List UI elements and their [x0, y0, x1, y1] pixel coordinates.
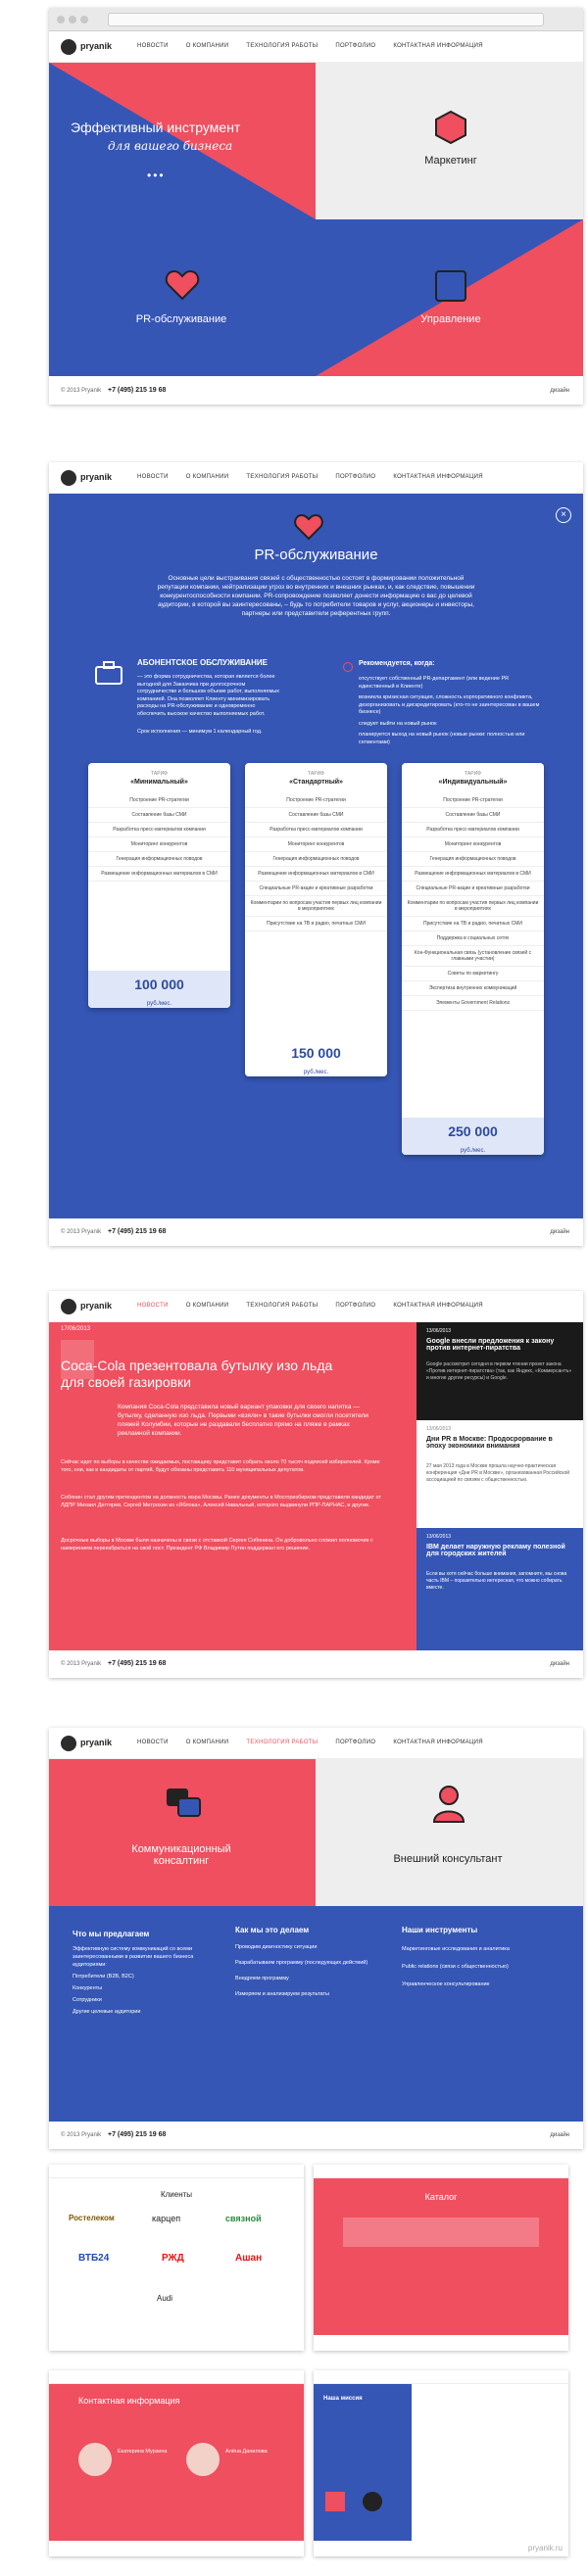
footer-developer[interactable]: дизайн	[550, 388, 569, 394]
contacts-panel	[49, 2384, 304, 2541]
footer-developer[interactable]: дизайн	[550, 2132, 569, 2138]
contacts-title: Контактная информация	[78, 2396, 180, 2406]
sidebar-news-title: Дни PR в Москве: Продосрорвание в эпоху экономики внимания	[426, 1436, 553, 1450]
plan-price-unit: руб./мес.	[146, 1001, 172, 1007]
sidebar-news-date: 13/06/2013	[426, 1328, 452, 1334]
article-paragraph: Собянин стал другим претендентом на должность мэра Москвы. Ранее документы в Мосгоризбирком представили кандидат от ЛДПР Михаил Дегтярев, Сергей Митрохин из «Яблока», Алексей Навальный, которого выдвинули РПР-ПАРНАС, и другие.	[61, 1495, 381, 1508]
client-logo: карцеп	[152, 2214, 181, 2223]
catalog-title: Каталог	[424, 2192, 458, 2202]
logo-icon[interactable]	[61, 470, 76, 486]
logo-text[interactable]: pryanik	[80, 41, 113, 51]
plan-feature: Поддержка в социальных сетях	[402, 931, 544, 946]
plan-price-value: 250 000	[448, 1123, 498, 1139]
nav-item-news[interactable]: НОВОСТИ	[137, 1740, 169, 1745]
client-logo: связной	[225, 2214, 262, 2223]
nav-item-news[interactable]: НОВОСТИ	[137, 43, 169, 49]
plan-feature: Размещение информационных материалов в СМИ	[402, 867, 544, 882]
nav-item-news[interactable]: НОВОСТИ	[137, 1303, 169, 1309]
sidebar-news-text: 27 мая 2013 года в Москве прошла научно-практическая конференция «Дни PR в Москве», организованная Российской ассоциацией по связям с общественностью.	[426, 1463, 570, 1483]
plan-tag: ТАРИФ	[465, 771, 481, 777]
footer	[49, 377, 583, 405]
hexagon-icon	[433, 110, 468, 145]
how-item: Проводим диагностику ситуации	[235, 1944, 318, 1950]
watermark: pryanik.ru	[527, 2544, 563, 2552]
nav-list	[137, 43, 483, 49]
pr-title: PR-обслуживание	[254, 547, 378, 563]
footer-phone[interactable]: +7 (495) 215 19 68	[108, 1660, 167, 1667]
nav-item-news[interactable]: НОВОСТИ	[137, 474, 169, 480]
tile-consultant[interactable]	[316, 1759, 583, 1906]
plan-card-standard[interactable]	[245, 763, 387, 1076]
tile-consulting-label: Коммуникационный консалтинг	[131, 1843, 231, 1867]
plan-feature: Специальные PR-акции и креативные разработки	[402, 882, 544, 896]
article-date: 17/06/2013	[61, 1326, 91, 1332]
news-sidebar	[416, 1322, 583, 1650]
check-icon	[343, 662, 353, 672]
plan-feature: Разработка пресс-материалов компании	[88, 823, 230, 837]
nav-item-contacts[interactable]: КОНТАКТНАЯ ИНФОРМАЦИЯ	[393, 1740, 483, 1745]
logo-text[interactable]: pryanik	[80, 472, 113, 482]
footer-phone[interactable]: +7 (495) 215 19 68	[108, 387, 167, 394]
about-sidebar	[314, 2384, 412, 2541]
footer-developer[interactable]: дизайн	[550, 1229, 569, 1235]
pr-intro: Основные цели выстраивания связей с общественностью состоят в формировании положительной репутации компании, нейтрализации угроз во внутренних и внешних рынках, и, как следствие, повышении конкурентоспособности компании. PR-сопровождение позволяет донести информацию о вас до целевой аудитории, в которой вы заинтересованы, – будь то потребители товаров и услуг, акционеры и инвесторы, партнеры или представители референтных групп.	[157, 575, 475, 617]
plan-feature: Элементы Government Relations	[402, 996, 544, 1011]
plan-feature: Мониторинг конкурентов	[88, 837, 230, 852]
offer-item: Сотрудники	[73, 1997, 102, 2003]
plan-features	[88, 793, 230, 882]
plan-feature: Генерация информационных поводов	[402, 852, 544, 867]
sidebar-news-title: IBM делает наружную рекламу полезной для городских жителей	[426, 1544, 565, 1557]
plan-feature: Составление базы СМИ	[245, 808, 387, 823]
plan-feature: Кон-Функциональная связь (установление связей с главными участии)	[402, 946, 544, 967]
plan-tag: ТАРИФ	[308, 771, 324, 777]
window-dot-icon	[57, 16, 65, 24]
nav-item-about[interactable]: О КОМПАНИИ	[185, 474, 229, 480]
plan-card-minimal[interactable]	[88, 763, 230, 1008]
hero-grid	[49, 63, 583, 376]
footer-phone[interactable]: +7 (495) 215 19 68	[108, 2131, 167, 2138]
nav-item-tech[interactable]: ТЕХНОЛОГИЯ РАБОТЫ	[246, 474, 318, 480]
nav-item-contacts[interactable]: КОНТАКТНАЯ ИНФОРМАЦИЯ	[393, 43, 483, 49]
sidebar-news-text: Если вы хотя сейчас больше внимания, запомните, мы снова часть IBM – поразительно интересная, что можно собирать вместе.	[426, 1571, 567, 1591]
plan-feature: Размещение информационных материалов в СМИ	[88, 867, 230, 882]
nav-item-contacts[interactable]: КОНТАКТНАЯ ИНФОРМАЦИЯ	[393, 1303, 483, 1309]
news-article	[49, 1322, 416, 1650]
plan-feature: Мониторинг конкурентов	[402, 837, 544, 852]
hero-title: Эффективный инструмент	[71, 119, 241, 135]
offer-item: Эффективную систему коммуникаций со всеми заинтересованными в развитии вашего бизнеса аудиториями:	[73, 1946, 194, 1968]
nav-item-portfolio[interactable]: ПОРТФОЛИО	[335, 474, 376, 480]
plan-feature: Мониторинг конкурентов	[245, 837, 387, 852]
logo-text[interactable]: pryanik	[80, 1301, 113, 1311]
how-item: Внедряем программу	[235, 1976, 289, 1981]
tile-consultant-label: Внешний консультант	[393, 1853, 503, 1865]
plan-price-unit: руб./мес.	[460, 1148, 486, 1154]
logo-icon[interactable]	[61, 1736, 76, 1751]
pr-panel	[49, 494, 583, 1218]
article-paragraph: Досрочные выборы в Москве были назначены в связи с отставкой Сергея Собянина. Он добровольно сложил полномочия с намерением переизбраться на свой пост. Президент РФ Владимир Путин поддержал его решение.	[61, 1538, 373, 1551]
plan-feature: Построение PR-стратегии	[402, 793, 544, 808]
right-list	[359, 676, 545, 746]
footer	[49, 1650, 583, 1678]
client-logo: Ашан	[235, 2253, 263, 2264]
how-item: Разрабатываем программу (последующих действий)	[235, 1960, 368, 1966]
plan-price	[88, 971, 230, 1008]
catalog-text	[343, 2218, 539, 2247]
col-offer-list	[73, 1945, 210, 2016]
plan-feature: Присутствие на ТВ и радио, печатных СМИ	[245, 917, 387, 931]
plan-feature: Генерация информационных поводов	[88, 852, 230, 867]
footer-copyright: © 2013 Pryanik	[61, 1229, 102, 1235]
article-title: Coca-Cola презентовала бутылку изо льда для своей газировки	[61, 1358, 333, 1390]
tile-consulting[interactable]	[49, 1759, 316, 1906]
nav-item-contacts[interactable]: КОНТАКТНАЯ ИНФОРМАЦИЯ	[393, 474, 483, 480]
plan-feature: Построение PR-стратегии	[88, 793, 230, 808]
briefcase-icon	[94, 660, 123, 686]
browser-chrome	[49, 8, 583, 31]
contact-name: Екатерина Мурзина	[118, 2449, 168, 2455]
tool-item: Маркетинговые исследования и аналитика	[402, 1946, 510, 1952]
nav-item-tech[interactable]: ТЕХНОЛОГИЯ РАБОТЫ	[246, 1303, 318, 1309]
nav-item-portfolio[interactable]: ПОРТФОЛИО	[335, 1740, 376, 1745]
footer	[49, 1218, 583, 1246]
article-lead: Компания Coca-Cola представила новый вариант упаковки для своего напитка — бутылку, сделанную изо льда. Первыми «взяли» в такие бутылки смогли посетители пляжей Колумбии, которые не раздавали бесплатно прямо на пляже в рамках рекламной компании.	[118, 1404, 368, 1437]
sidebar-news-item[interactable]	[416, 1420, 583, 1528]
left-note: Срок исполнения — минимум 1 календарный год.	[137, 729, 263, 735]
screen-tech	[49, 1728, 583, 2149]
tile-marketing-label[interactable]: Маркетинг	[424, 155, 477, 167]
tech-info	[49, 1906, 583, 2122]
plan-feature: Генерация информационных поводов	[245, 852, 387, 867]
sidebar-news-item[interactable]	[416, 1322, 583, 1420]
plan-feature: Составление базы СМИ	[402, 808, 544, 823]
top-nav	[49, 1291, 583, 1322]
logo-text[interactable]: pryanik	[80, 1738, 113, 1747]
plan-card-individual[interactable]	[402, 763, 544, 1155]
left-text: — это форма сотрудничества, которая является более выгодной для Заказчика при долгосрочном сотрудничестве и большом объеме работ, выполняемых компанией. Она позволяет Клиенту минимизировать расходы на PR-обслуживание и одновременно обеспечить высокое качество выполняемых работ.	[137, 674, 279, 717]
sidebar-news-item[interactable]	[416, 1528, 583, 1650]
left-heading: АБОНЕНТСКОЕ ОБСЛУЖИВАНИЕ	[137, 658, 269, 667]
close-icon[interactable]: ×	[556, 507, 571, 523]
client-logo: Audi	[157, 2294, 173, 2303]
footer	[49, 2122, 583, 2149]
hero-dots[interactable]: •••	[147, 168, 166, 182]
catalog-panel	[314, 2178, 568, 2335]
screen-pr	[49, 462, 583, 1246]
right-list-item: отсутствует собственный PR-департамент (или ведение PR единственный в Клиенте)	[359, 676, 510, 690]
clients-title: Клиенты	[160, 2190, 193, 2199]
footer-copyright: © 2013 Pryanik	[61, 388, 102, 394]
screen-home	[49, 8, 583, 405]
logo-icon[interactable]	[61, 1299, 76, 1314]
footer-copyright: © 2013 Pryanik	[61, 2132, 102, 2138]
thumb-clients[interactable]	[49, 2165, 304, 2351]
square-icon	[433, 268, 468, 304]
tile-pr-label[interactable]: PR-обслуживание	[135, 313, 227, 325]
avatar	[78, 2443, 112, 2476]
thumb-catalog[interactable]	[314, 2165, 568, 2351]
client-logo: ВТБ24	[78, 2253, 110, 2264]
plan-name: «Минимальный»	[130, 779, 188, 786]
plan-feature: Специальные PR-акции и креативные разработки	[245, 882, 387, 896]
offer-item: Конкуренты	[73, 1985, 103, 1991]
logo-icon[interactable]	[61, 39, 76, 55]
plan-price	[245, 1039, 387, 1076]
col-tools-heading: Наши инструменты	[402, 1926, 478, 1934]
plan-feature: Составление базы СМИ	[88, 808, 230, 823]
hero-background	[49, 63, 583, 376]
tile-management-label[interactable]: Управление	[420, 313, 481, 325]
right-list-item: следует выйти на новый рынок	[359, 720, 437, 727]
plan-name: «Стандартный»	[289, 779, 343, 786]
plan-tag: ТАРИФ	[151, 771, 168, 777]
sidebar-news-title: Google внесли предложения к закону против интернет-пиратства	[426, 1338, 555, 1352]
window-dot-icon	[69, 16, 76, 24]
plan-feature: Размещение информационных материалов в СМИ	[245, 867, 387, 882]
plan-feature: Комментарии по вопросам участия первых лиц компании в мероприятиях	[402, 896, 544, 917]
client-logo: РЖД	[162, 2253, 184, 2264]
shapes-icon	[323, 2482, 402, 2521]
tool-item: Управленческое консультирование	[402, 1981, 490, 1987]
sidebar-news-date: 13/06/2013	[426, 1534, 452, 1540]
address-bar[interactable]	[108, 13, 544, 26]
col-how-heading: Как мы это делаем	[235, 1926, 310, 1934]
nav-item-tech[interactable]: ТЕХНОЛОГИЯ РАБОТЫ	[246, 1740, 318, 1745]
sidebar-news-date: 13/06/2013	[426, 1426, 452, 1432]
nav-item-about[interactable]: О КОМПАНИИ	[185, 43, 229, 49]
plan-feature: Советы по маркетингу	[402, 967, 544, 981]
offer-item: Другие целевые аудитории	[73, 2009, 141, 2015]
col-offer-heading: Что мы предлагаем	[73, 1930, 150, 1938]
thumb-contacts[interactable]	[49, 2370, 304, 2556]
article-paragraph: Сейчас идет по выборы в качестве ожидаемых, поставщику представит собрать около 70 тысяч подписей избирателей. Кроме того, они, как и кандидаты от партий, будут обязаны представить 110 муниципальных депутатов.	[61, 1459, 380, 1473]
heart-icon	[165, 268, 200, 302]
nav-list	[137, 1740, 483, 1745]
plan-price	[402, 1118, 544, 1155]
right-list-item: возникла кризисная ситуация, сложность корпоративного конфликта, дезорганизовать и дискредитировать (кто-то не заинтересован в вашем бизнесе)	[359, 694, 540, 715]
plan-price-value: 100 000	[134, 977, 184, 992]
avatar	[186, 2443, 220, 2476]
nav-item-portfolio[interactable]: ПОРТФОЛИО	[335, 1303, 376, 1309]
plan-feature: Построение PR-стратегии	[245, 793, 387, 808]
client-logo: Ростелеком	[69, 2214, 115, 2222]
plan-feature: Разработка пресс-материалов компании	[245, 823, 387, 837]
right-list-item: планируется выход на новый рынок (новые рынки: полностью или сегментами)	[359, 732, 525, 745]
speech-bubbles-icon	[165, 1787, 204, 1822]
footer-developer[interactable]: дизайн	[550, 1661, 569, 1667]
nav-item-about[interactable]: О КОМПАНИИ	[185, 1303, 229, 1309]
plan-price-unit: руб./мес.	[303, 1070, 329, 1075]
nav-list	[137, 474, 483, 480]
plan-feature: Присутствие на ТВ и радио, печатных СМИ	[402, 917, 544, 931]
top-nav	[49, 462, 583, 494]
plan-price-value: 150 000	[291, 1045, 341, 1061]
top-nav	[49, 1728, 583, 1759]
hero-subtitle: для вашего бизнеса	[108, 139, 233, 153]
footer-phone[interactable]: +7 (495) 215 19 68	[108, 1228, 167, 1235]
nav-item-portfolio[interactable]: ПОРТФОЛИО	[335, 43, 376, 49]
col-how-list	[235, 1943, 372, 1998]
top-nav	[49, 31, 583, 63]
right-heading: Рекомендуется, когда:	[359, 660, 435, 667]
person-icon	[431, 1785, 466, 1824]
plan-features	[245, 793, 387, 931]
about-title: Наша миссия	[323, 2396, 363, 2402]
screen-news	[49, 1291, 583, 1678]
contact-name: Алёна Данилова	[225, 2449, 268, 2455]
tool-item: Public relations (связи с общественностью)	[402, 1964, 509, 1970]
plan-feature: Разработка пресс-материалов компании	[402, 823, 544, 837]
col-tools-list	[402, 1945, 559, 1988]
nav-item-about[interactable]: О КОМПАНИИ	[185, 1740, 229, 1745]
plan-features	[402, 793, 544, 1011]
sidebar-news-text: Google рассмотрит сегодня в первом чтении проект закона «Против интернет-пиратства» (так, как Яндекс, «Коммерсантъ» и многие другие ресурсы) и Google.	[426, 1361, 572, 1381]
plan-feature: Экспертиза внутренних коммуникаций	[402, 981, 544, 996]
plan-feature: Комментарии по вопросам участия первых лиц компании в мероприятиях	[245, 896, 387, 917]
offer-item: Потребители (B2B, B2C)	[73, 1974, 134, 1980]
nav-list	[137, 1303, 483, 1309]
plan-name: «Индивидуальный»	[438, 779, 508, 786]
thumb-about[interactable]	[314, 2370, 568, 2556]
how-item: Измеряем и анализируем результаты	[235, 1991, 329, 1997]
footer-copyright: © 2013 Pryanik	[61, 1661, 102, 1667]
window-dot-icon	[80, 16, 88, 24]
nav-item-tech[interactable]: ТЕХНОЛОГИЯ РАБОТЫ	[246, 43, 318, 49]
heart-icon	[294, 513, 323, 541]
